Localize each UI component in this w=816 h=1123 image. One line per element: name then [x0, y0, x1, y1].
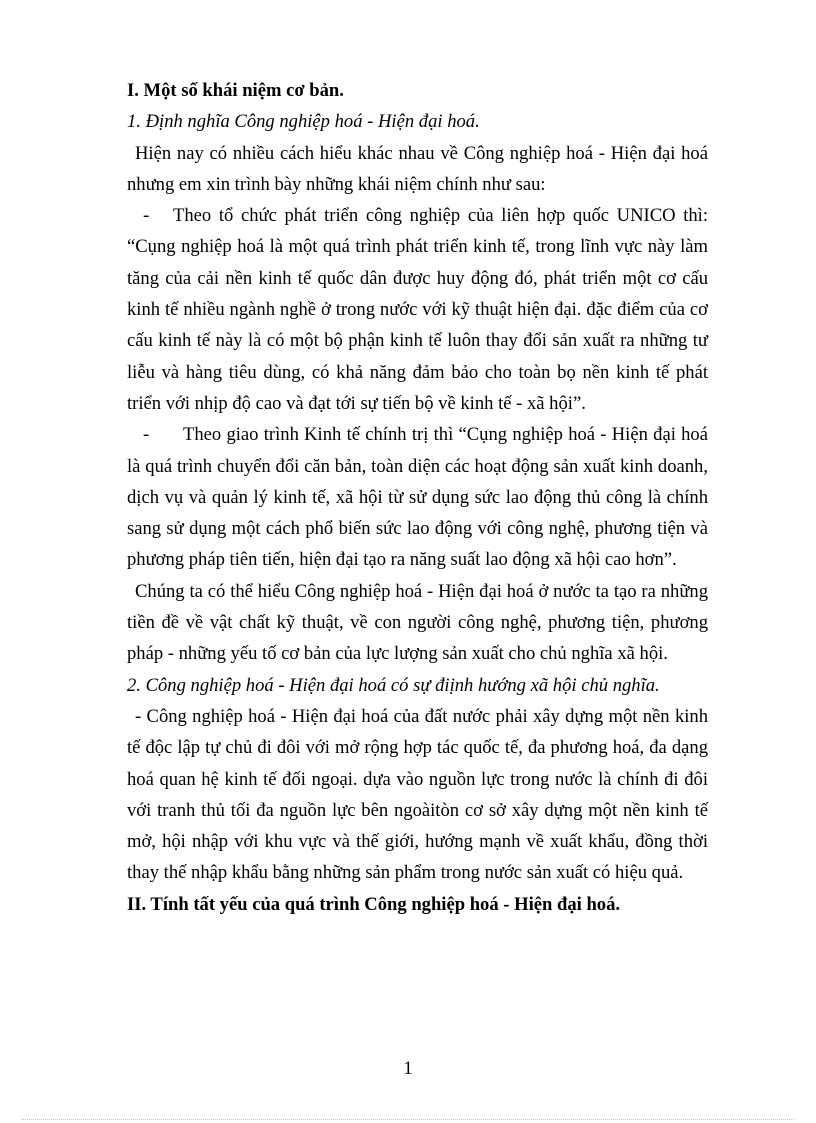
orientation-paragraph: - Công nghiệp hoá - Hiện đại hoá của đất nước phải xây dựng một nền kinh tế độc lập tự chủ đi đôi với mở rộng hợp tác quốc tế, đa phương hoá, đa dạng hoá quan hệ kinh tế đối ngoại. dựa vào nguồn lực trong nước là chính đi đôi với tranh thủ tối đa nguồn lực bên ngoàitòn cơ sở xây dựng một nền kinh tế mở, hội nhập với khu vực và thế giới, hướng mạnh về xuất khẩu, đồng thời thay thế nhập khẩu bằng những sản phẩm trong nước sản xuất có hiệu quả. — [127, 705, 708, 884]
document-body — [127, 75, 708, 920]
page-bottom-divider — [22, 1119, 794, 1120]
section-heading-1: I. Một số khái niệm cơ bản. — [127, 80, 344, 101]
definition-bullet-2 — [127, 419, 708, 575]
summary-paragraph: Chúng ta có thể hiểu Công nghiệp hoá - Hiện đại hoá ở nước ta tạo ra những tiền đề về vật chất kỹ thuật, về con người công nghệ, phương tiện, phương pháp - những yếu tố cơ bản của lực lượng sản xuất cho chủ nghĩa xã hội. — [127, 580, 708, 665]
definition-bullet-1 — [127, 200, 708, 419]
bullet-marker: - — [143, 424, 150, 446]
bullet-text: Theo tổ chức phát triển công nghiệp của liên hợp quốc UNICO thì: “Cụng nghiệp hoá là một quá trình phát triển kinh tế, trong lĩnh vực này làm tăng của cải nền kinh tế quốc dân được huy động đó, phát triển một cơ cấu kinh tế nhiều ngành nghề ở trong nước với kỹ thuật hiện đại. đặc điểm của cơ cấu kinh tế này là có một bộ phận kinh tế luôn thay đổi sản xuất ra những tư liễu và hàng tiêu dùng, có khả năng đảm bảo cho toàn bọ nền kinh tế phát triển với nhịp độ cao và đạt tới sự tiến bộ về kinh tế - xã hội”. — [127, 205, 708, 414]
bullet-text: Theo giao trình Kinh tế chính trị thì “Cụng nghiệp hoá - Hiện đại hoá là quá trình chuyển đổi căn bản, toàn diện các hoạt động sản xuất kinh doanh, dịch vụ và quản lý kinh tế, xã hội từ sử dụng sức lao động thủ công là chính sang sử dụng một cách phổ biến sức lao động với công nghệ, phương tiện và phương pháp tiên tiến, hiện đại tạo ra năng suất lao động xã hội cao hơn”. — [127, 424, 708, 571]
intro-paragraph: Hiện nay có nhiều cách hiểu khác nhau về Công nghiệp hoá - Hiện đại hoá nhưng em xin trình bày những khái niệm chính như sau: — [127, 142, 708, 195]
page-number: 1 — [403, 1058, 413, 1079]
bullet-marker: - — [143, 205, 150, 227]
subsection-heading-1: 1. Định nghĩa Công nghiệp hoá - Hiện đại hoá. — [127, 111, 480, 133]
section-heading-2: II. Tính tất yếu của quá trình Công nghiệp hoá - Hiện đại hoá. — [127, 893, 621, 915]
subsection-heading-2: 2. Công nghiệp hoá - Hiện đại hoá có sự điịnh hướng xã hội chủ nghĩa. — [127, 674, 660, 696]
